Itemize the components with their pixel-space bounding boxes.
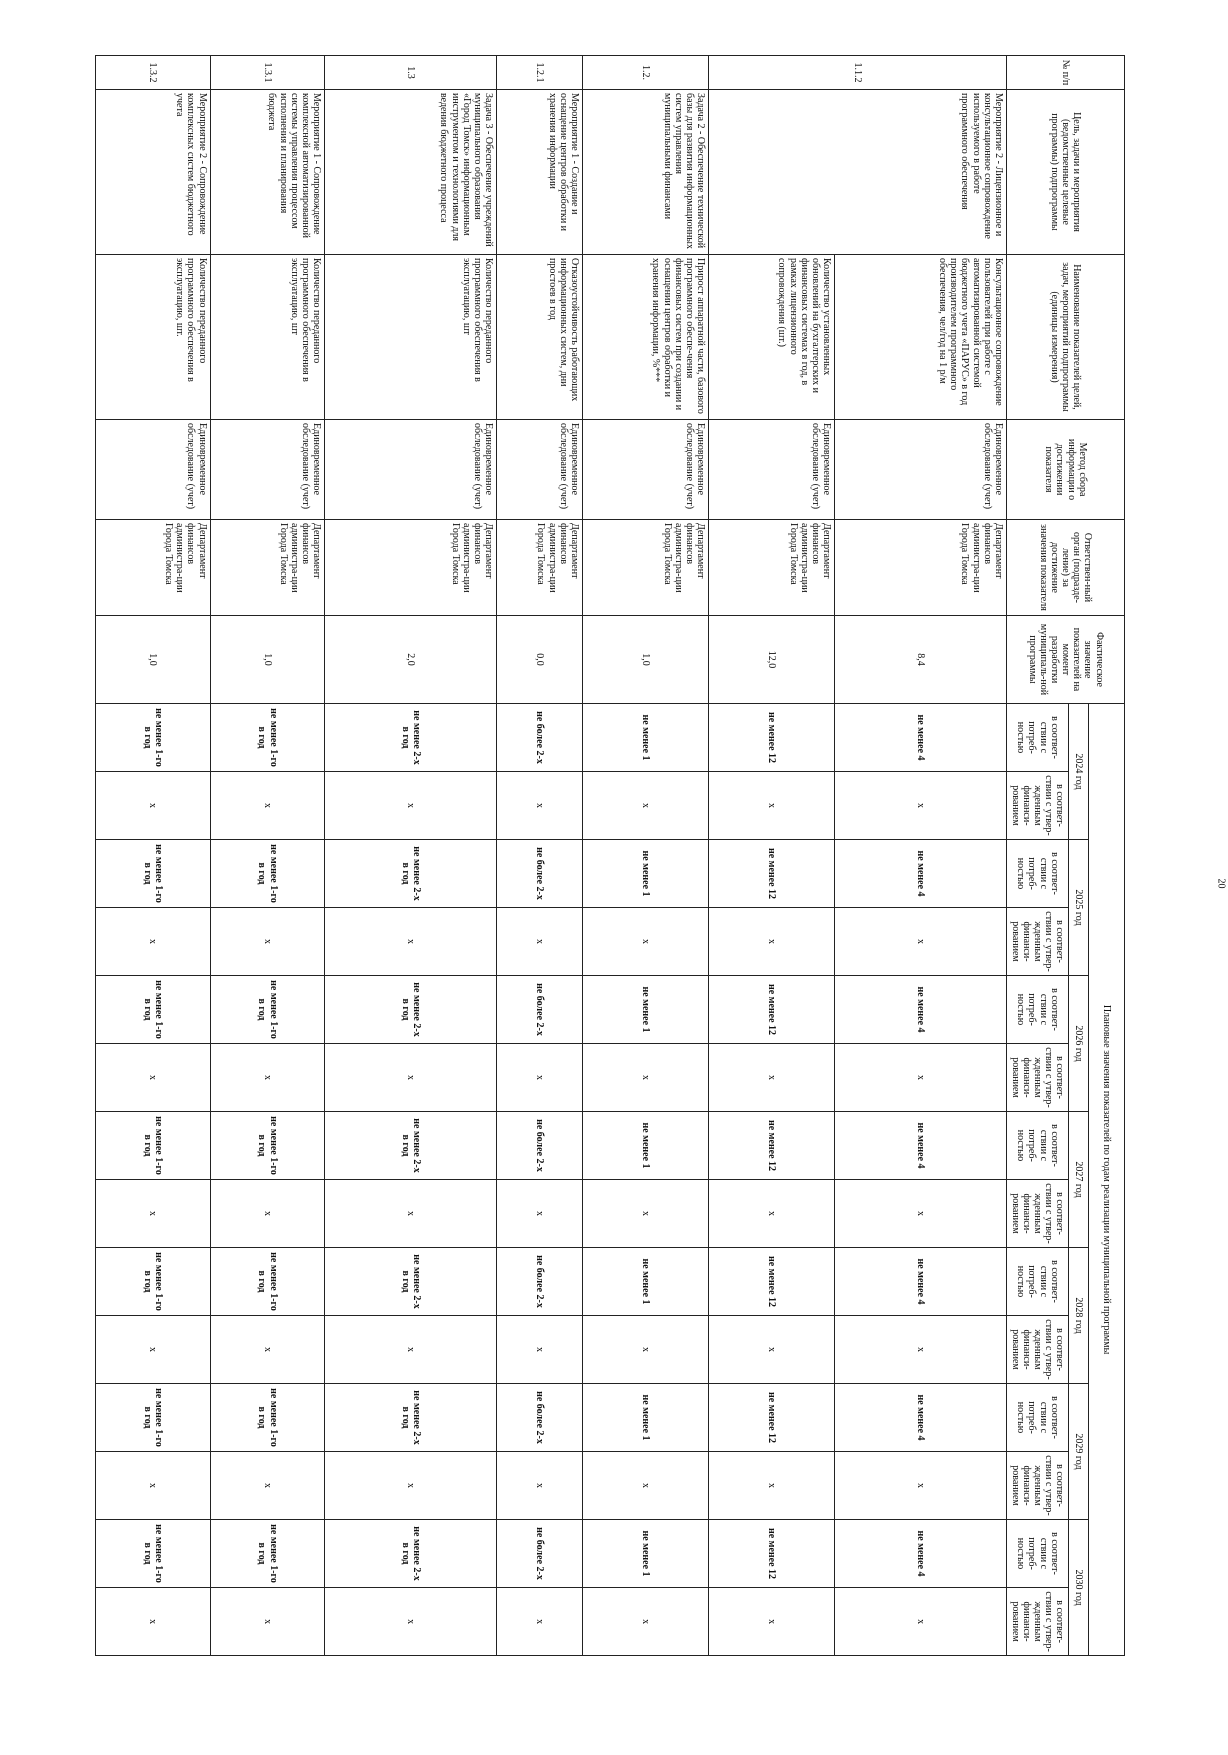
plan-need-value: не менее 1-го в год xyxy=(210,976,325,1044)
plan-need-value: не более 2-х xyxy=(497,1248,583,1316)
indicator-actual: 12,0 xyxy=(709,616,835,704)
page-number: 20 xyxy=(1215,878,1227,889)
plan-need-value: не менее 4 xyxy=(835,1248,1007,1316)
plan-need-value: не менее 1 xyxy=(583,1384,709,1452)
table-row xyxy=(583,56,709,1656)
indicator-actual: 1,0 xyxy=(210,616,325,704)
subheader-fin: в соответ-ствии с утвер-жденным финанси-рованием xyxy=(1007,1452,1069,1520)
plan-need-value: не менее 1-го в год xyxy=(96,840,211,908)
row-goal: Задача 2 - Обеспечение технической базы для развития информационных систем управления муниципальными финансами xyxy=(583,90,709,255)
subheader-need: в соответ-ствии с потреб-ностью xyxy=(1007,1112,1069,1180)
plan-need-value: не менее 1-го в год xyxy=(210,1384,325,1452)
plan-fin-value: x xyxy=(709,1452,835,1520)
plan-fin-value: x xyxy=(835,908,1007,976)
plan-need-value: не менее 1-го в год xyxy=(96,704,211,772)
plan-fin-value: x xyxy=(325,1588,497,1656)
plan-fin-value: x xyxy=(835,1316,1007,1384)
year-header: 2029 год xyxy=(1069,1384,1089,1520)
plan-need-value: не менее 1-го в год xyxy=(96,1248,211,1316)
indicator-actual: 0,0 xyxy=(497,616,583,704)
plan-fin-value: x xyxy=(96,1588,211,1656)
plan-need-value: не менее 12 xyxy=(709,1384,835,1452)
plan-need-value: не менее 1-го в год xyxy=(96,1384,211,1452)
plan-need-value: не менее 2-х в год xyxy=(325,1520,497,1588)
plan-need-value: не менее 4 xyxy=(835,1520,1007,1588)
plan-need-value: не менее 1-го в год xyxy=(210,1520,325,1588)
plan-need-value: не более 2-х xyxy=(497,1112,583,1180)
plan-fin-value: x xyxy=(210,1180,325,1248)
plan-need-value: не менее 1-го в год xyxy=(210,840,325,908)
plan-need-value: не менее 1 xyxy=(583,1248,709,1316)
header-num: № п/п xyxy=(1007,56,1125,90)
plan-fin-value: x xyxy=(709,1588,835,1656)
plan-fin-value: x xyxy=(96,1180,211,1248)
row-goal: Мероприятие 1 - Сопровождение комплексной автоматизированной системы управления процессом исполнения и планирования бюджета xyxy=(210,90,325,255)
table-header xyxy=(1007,56,1125,1656)
plan-fin-value: x xyxy=(835,1044,1007,1112)
header-responsible: Ответствен-ный орган (подразде-ление) за достижение значения показателя xyxy=(1007,520,1125,616)
indicator-responsible: Департамент финансов администра-ции Города Томска xyxy=(835,520,1007,616)
plan-need-value: не менее 12 xyxy=(709,840,835,908)
indicator-name: Количество переданного программного обеспечения в эксплуатацию, шт xyxy=(210,255,325,420)
subheader-need: в соответ-ствии с потреб-ностью xyxy=(1007,1520,1069,1588)
subheader-fin: в соответ-ствии с утвер-жденным финанси-рованием xyxy=(1007,1044,1069,1112)
indicator-method: Единовременное обследование (учет) xyxy=(835,420,1007,520)
indicator-name: Консультационное сопровождение пользователей при работе с автоматизированной системой бюджетного учета «ПАРУС» в год производителем программного обеспечения, чел/год на 1 р/м xyxy=(835,255,1007,420)
indicator-name: Количество переданного программного обеспечения в эксплуатацию, шт. xyxy=(96,255,211,420)
plan-need-value: не менее 2-х в год xyxy=(325,976,497,1044)
year-header: 2024 год xyxy=(1069,704,1089,840)
plan-need-value: не менее 12 xyxy=(709,704,835,772)
plan-need-value: не менее 12 xyxy=(709,1520,835,1588)
plan-need-value: не менее 1-го в год xyxy=(210,704,325,772)
plan-fin-value: x xyxy=(325,908,497,976)
plan-need-value: не менее 1 xyxy=(583,840,709,908)
plan-fin-value: x xyxy=(835,1588,1007,1656)
indicator-method: Единовременное обследование (учет) xyxy=(709,420,835,520)
plan-fin-value: x xyxy=(709,1180,835,1248)
indicator-responsible: Департамент финансов администра-ции Города Томска xyxy=(325,520,497,616)
header-planned: Плановые значения показателей по годам реализации муниципальной программы xyxy=(1089,704,1125,1656)
plan-need-value: не менее 4 xyxy=(835,976,1007,1044)
indicator-method: Единовременное обследование (учет) xyxy=(497,420,583,520)
table-row xyxy=(96,56,211,1656)
plan-fin-value: x xyxy=(325,1044,497,1112)
plan-fin-value: x xyxy=(709,908,835,976)
table-body xyxy=(96,56,1007,1656)
plan-need-value: не менее 12 xyxy=(709,1112,835,1180)
table-row xyxy=(325,56,497,1656)
plan-fin-value: x xyxy=(325,1316,497,1384)
plan-need-value: не менее 1 xyxy=(583,1112,709,1180)
plan-fin-value: x xyxy=(210,1316,325,1384)
plan-fin-value: x xyxy=(583,1180,709,1248)
indicator-responsible: Департамент финансов администра-ции Города Томска xyxy=(709,520,835,616)
plan-fin-value: x xyxy=(497,1180,583,1248)
plan-fin-value: x xyxy=(709,772,835,840)
indicator-name: Количество установленных обновлений на бухгалтерских и финансовых системах в год, в рамках лицензионного сопровождения (шт.) xyxy=(709,255,835,420)
plan-fin-value: x xyxy=(325,772,497,840)
plan-need-value: не менее 1 xyxy=(583,1520,709,1588)
indicator-responsible: Департамент финансов администра-ции Города Томска xyxy=(210,520,325,616)
plan-fin-value: x xyxy=(96,1316,211,1384)
plan-fin-value: x xyxy=(835,772,1007,840)
plan-fin-value: x xyxy=(835,1180,1007,1248)
plan-fin-value: x xyxy=(210,1044,325,1112)
indicator-name: Прирост аппаратной части, базового программного обеспе-чения финансовых систем при создании и оснащении центров обработки и хранения информации, %*** xyxy=(583,255,709,420)
plan-fin-value: x xyxy=(497,908,583,976)
plan-fin-value: x xyxy=(210,1452,325,1520)
plan-fin-value: x xyxy=(210,1588,325,1656)
indicator-method: Единовременное обследование (учет) xyxy=(210,420,325,520)
row-number: 1.3.2 xyxy=(96,56,211,90)
header-actual: Фактическое значение показателей на момент разработки муниципаль-ной программы xyxy=(1007,616,1125,704)
indicator-actual: 1,0 xyxy=(96,616,211,704)
plan-need-value: не менее 2-х в год xyxy=(325,840,497,908)
plan-need-value: не менее 1 xyxy=(583,704,709,772)
plan-fin-value: x xyxy=(210,772,325,840)
plan-need-value: не менее 1-го в год xyxy=(96,976,211,1044)
indicator-method: Единовременное обследование (учет) xyxy=(96,420,211,520)
table-row xyxy=(210,56,325,1656)
plan-fin-value: x xyxy=(583,1588,709,1656)
plan-need-value: не более 2-х xyxy=(497,976,583,1044)
plan-need-value: не менее 4 xyxy=(835,1112,1007,1180)
subheader-fin: в соответ-ствии с утвер-жденным финанси-рованием xyxy=(1007,1180,1069,1248)
subheader-need: в соответ-ствии с потреб-ностью xyxy=(1007,840,1069,908)
subheader-fin: в соответ-ствии с утвер-жденным финанси-рованием xyxy=(1007,1588,1069,1656)
plan-need-value: не более 2-х xyxy=(497,1520,583,1588)
plan-need-value: не менее 2-х в год xyxy=(325,704,497,772)
plan-need-value: не менее 4 xyxy=(835,1384,1007,1452)
row-goal: Задача 3 - Обеспечение учреждений муниципального образования «Город Томск» информационным инструментом и технологиями для ведения бюджетного процесса xyxy=(325,90,497,255)
plan-fin-value: x xyxy=(709,1316,835,1384)
plan-fin-value: x xyxy=(96,908,211,976)
row-goal: Мероприятие 2 - Сопровождение комплексных систем бюджетного учета xyxy=(96,90,211,255)
plan-need-value: не менее 1-го в год xyxy=(96,1112,211,1180)
plan-fin-value: x xyxy=(497,1588,583,1656)
plan-fin-value: x xyxy=(709,1044,835,1112)
plan-fin-value: x xyxy=(497,772,583,840)
year-header: 2026 год xyxy=(1069,976,1089,1112)
subheader-fin: в соответ-ствии с утвер-жденным финанси-рованием xyxy=(1007,772,1069,840)
plan-need-value: не менее 12 xyxy=(709,1248,835,1316)
indicator-name: Количество переданного программного обеспечения в эксплуатацию, шт xyxy=(325,255,497,420)
plan-fin-value: x xyxy=(835,1452,1007,1520)
plan-fin-value: x xyxy=(583,1452,709,1520)
plan-fin-value: x xyxy=(325,1180,497,1248)
indicator-responsible: Департамент финансов администра-ции Города Томска xyxy=(583,520,709,616)
subheader-fin: в соответ-ствии с утвер-жденным финанси-рованием xyxy=(1007,1316,1069,1384)
plan-need-value: не менее 2-х в год xyxy=(325,1248,497,1316)
plan-need-value: не менее 1-го в год xyxy=(96,1520,211,1588)
year-header: 2030 год xyxy=(1069,1520,1089,1656)
row-number: 1.2.1 xyxy=(497,56,583,90)
row-number: 1.1.2 xyxy=(709,56,1007,90)
plan-fin-value: x xyxy=(497,1452,583,1520)
indicator-responsible: Департамент финансов администра-ции Города Томска xyxy=(497,520,583,616)
plan-fin-value: x xyxy=(497,1316,583,1384)
indicator-actual: 2,0 xyxy=(325,616,497,704)
header-method: Метод сбора информации о достижении показателя xyxy=(1007,420,1125,520)
plan-need-value: не более 2-х xyxy=(497,704,583,772)
plan-fin-value: x xyxy=(96,1044,211,1112)
plan-fin-value: x xyxy=(583,1316,709,1384)
subheader-fin: в соответ-ствии с утвер-жденным финанси-рованием xyxy=(1007,908,1069,976)
plan-fin-value: x xyxy=(96,1452,211,1520)
row-number: 1.3.1 xyxy=(210,56,325,90)
header-indicator: Наименование показателей целей, задач, мероприятий подпрограммы (единицы измерения) xyxy=(1007,255,1125,420)
plan-fin-value: x xyxy=(583,1044,709,1112)
plan-fin-value: x xyxy=(96,772,211,840)
row-number: 1.3 xyxy=(325,56,497,90)
plan-fin-value: x xyxy=(583,908,709,976)
header-goal: Цель, задачи и мероприятия (ведомственные целевые программы) подпрограммы xyxy=(1007,90,1125,255)
plan-need-value: не менее 12 xyxy=(709,976,835,1044)
year-header: 2025 год xyxy=(1069,840,1089,976)
plan-need-value: не менее 2-х в год xyxy=(325,1384,497,1452)
plan-need-value: не менее 4 xyxy=(835,840,1007,908)
row-goal: Мероприятие 2 - Лицензионное и консультационное сопровождение используемого в работе программного обеспечения xyxy=(709,90,1007,255)
plan-fin-value: x xyxy=(497,1044,583,1112)
plan-need-value: не менее 1 xyxy=(583,976,709,1044)
plan-need-value: не менее 1-го в год xyxy=(210,1112,325,1180)
row-goal: Мероприятие 1 - Создание и оснащение центров обработки и хранения информации xyxy=(497,90,583,255)
indicator-method: Единовременное обследование (учет) xyxy=(325,420,497,520)
subheader-need: в соответ-ствии с потреб-ностью xyxy=(1007,976,1069,1044)
indicator-method: Единовременное обследование (учет) xyxy=(583,420,709,520)
indicator-name: Отказоустойчивость работающих информационных систем, дни простоев в год xyxy=(497,255,583,420)
indicators-table xyxy=(95,55,1125,1656)
plan-need-value: не более 2-х xyxy=(497,1384,583,1452)
plan-fin-value: x xyxy=(210,908,325,976)
year-header: 2028 год xyxy=(1069,1248,1089,1384)
plan-fin-value: x xyxy=(583,772,709,840)
subheader-need: в соответ-ствии с потреб-ностью xyxy=(1007,1384,1069,1452)
subheader-need: в соответ-ствии с потреб-ностью xyxy=(1007,704,1069,772)
rotated-table-container xyxy=(95,55,1125,1655)
plan-need-value: не менее 1-го в год xyxy=(210,1248,325,1316)
table-row xyxy=(497,56,583,1656)
year-header: 2027 год xyxy=(1069,1112,1089,1248)
row-number: 1.2. xyxy=(583,56,709,90)
indicator-responsible: Департамент финансов администра-ции Города Томска xyxy=(96,520,211,616)
table-row xyxy=(835,56,1007,1656)
plan-need-value: не менее 2-х в год xyxy=(325,1112,497,1180)
plan-fin-value: x xyxy=(325,1452,497,1520)
subheader-need: в соответ-ствии с потреб-ностью xyxy=(1007,1248,1069,1316)
plan-need-value: не более 2-х xyxy=(497,840,583,908)
plan-need-value: не менее 4 xyxy=(835,704,1007,772)
table-row xyxy=(709,56,835,1656)
indicator-actual: 8,4 xyxy=(835,616,1007,704)
indicator-actual: 1,0 xyxy=(583,616,709,704)
